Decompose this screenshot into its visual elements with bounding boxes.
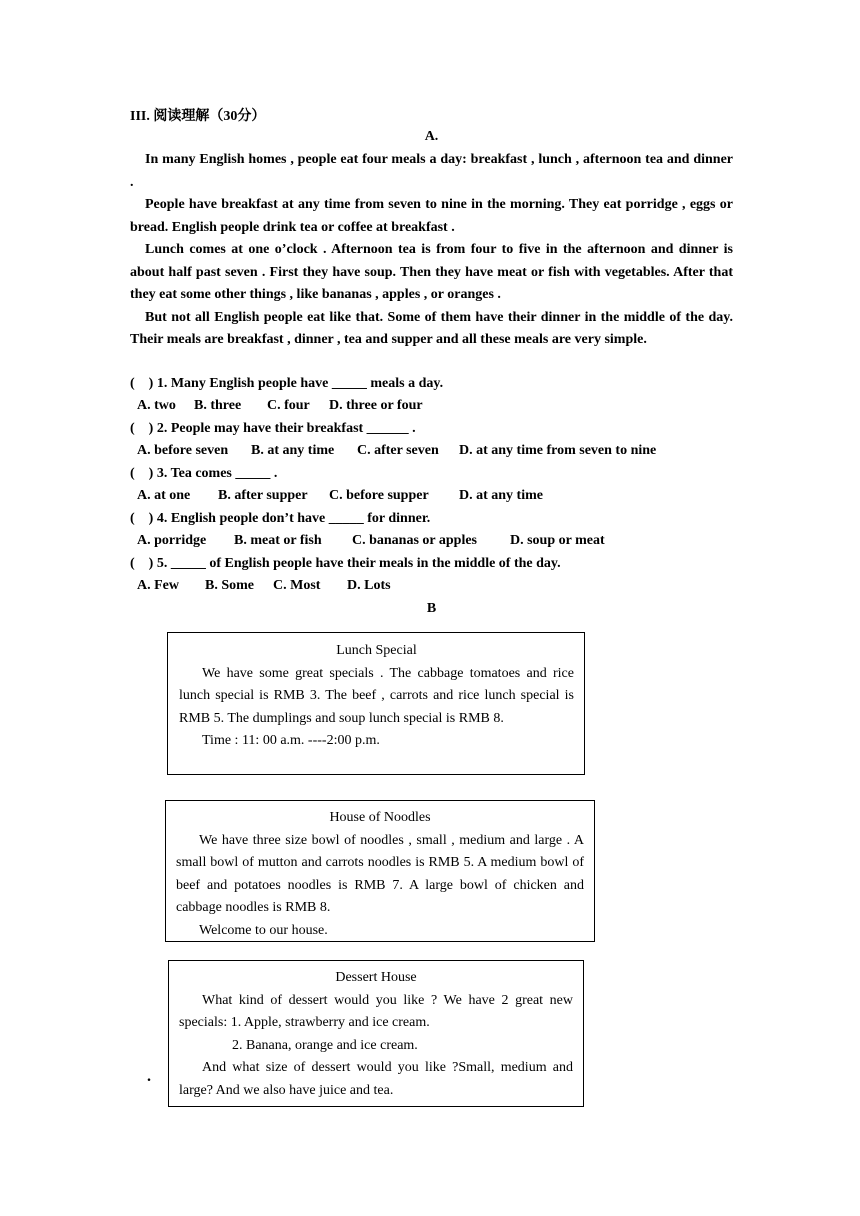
passage-b-label: B bbox=[426, 601, 437, 616]
question-3 bbox=[130, 466, 277, 482]
ad-title: Lunch Special bbox=[336, 643, 417, 658]
answer-blank[interactable]: ( ) bbox=[130, 511, 154, 526]
option-a: A. at one bbox=[137, 488, 191, 503]
question-2-options bbox=[137, 443, 656, 459]
ad-title: Dessert House bbox=[335, 970, 417, 985]
option-d: D. soup or meat bbox=[510, 533, 605, 548]
option-c: C. before supper bbox=[329, 488, 429, 503]
answer-blank[interactable]: ( ) bbox=[130, 556, 154, 571]
ad-welcome: Welcome to our house. bbox=[199, 922, 328, 938]
ad-title: House of Noodles bbox=[329, 810, 431, 825]
ad-description: What kind of dessert would you like ? We have 2 great new specials: 1. Apple, strawberry and ice cream. bbox=[179, 992, 573, 1030]
option-d: D. at any time from seven to nine bbox=[459, 443, 657, 458]
option-b: B. at any time bbox=[251, 443, 335, 458]
question-4 bbox=[130, 511, 430, 527]
answer-blank[interactable]: ( ) bbox=[130, 466, 154, 481]
option-c: C. bananas or apples bbox=[352, 533, 478, 548]
option-a: A. Few bbox=[137, 578, 179, 593]
question-2 bbox=[130, 421, 416, 437]
ad-description: We have three size bowl of noodles , small , medium and large . A small bowl of mutton and carrots noodles is RMB 5. A medium bowl of beef and potatoes noodles is RMB 7. A large bowl of chicken and cabbage noodles is RMB 8. bbox=[176, 832, 584, 915]
ad-special-2: 2. Banana, orange and ice cream. bbox=[232, 1037, 418, 1053]
option-a: A. porridge bbox=[137, 533, 207, 548]
option-a: A. before seven bbox=[137, 443, 229, 458]
question-1-options bbox=[137, 398, 423, 414]
ad-body bbox=[179, 663, 574, 753]
option-b: B. after supper bbox=[218, 488, 308, 503]
option-d: D. Lots bbox=[347, 578, 391, 593]
ad-description: We have some great specials . The cabbage tomatoes and rice lunch special is RMB 3. The beef , carrots and rice lunch special is RMB 5. The dumplings and soup lunch special is RMB 8. bbox=[179, 665, 574, 726]
question-text: 1. Many English people have _____ meals a day. bbox=[156, 376, 444, 391]
passage-a-paragraph-2: People have breakfast at any time from seven to nine in the morning. They eat porridge , eggs or bread. English people drink tea or coffee at breakfast . bbox=[130, 197, 733, 235]
section-heading: III. 阅读理解（30分） bbox=[130, 109, 266, 124]
ad-time: Time : 11: 00 a.m. ----2:00 p.m. bbox=[202, 733, 380, 748]
question-5 bbox=[130, 556, 561, 572]
option-c: C. Most bbox=[273, 578, 321, 593]
ad-body bbox=[176, 830, 584, 943]
house-of-noodles-ad bbox=[165, 800, 595, 942]
question-text: 3. Tea comes _____ . bbox=[156, 466, 278, 481]
passage-a-paragraph-1: In many English homes , people eat four meals a day: breakfast , lunch , afternoon tea and dinner . bbox=[130, 152, 733, 190]
stray-dot: . bbox=[147, 1068, 151, 1085]
option-d: D. three or four bbox=[329, 398, 423, 413]
option-c: C. four bbox=[267, 398, 310, 413]
option-a: A. two bbox=[137, 398, 176, 413]
passage-a-text bbox=[130, 149, 733, 352]
lunch-special-ad bbox=[167, 632, 585, 775]
question-3-options bbox=[137, 488, 543, 504]
ad-body bbox=[179, 990, 573, 1103]
option-c: C. after seven bbox=[357, 443, 439, 458]
question-text: 2. People may have their breakfast ______ . bbox=[156, 421, 416, 436]
option-b: B. Some bbox=[205, 578, 254, 593]
passage-a-paragraph-4: But not all English people eat like that. Some of them have their dinner in the middle of the day. Their meals are breakfast , dinner , tea and supper and all these meals are very simple. bbox=[130, 309, 733, 347]
passage-a-label: A. bbox=[424, 129, 439, 144]
answer-blank[interactable]: ( ) bbox=[130, 421, 154, 436]
ad-sizes: And what size of dessert would you like ?Small, medium and large? And we also have juice and tea. bbox=[179, 1060, 573, 1098]
answer-blank[interactable]: ( ) bbox=[130, 376, 154, 391]
dessert-house-ad bbox=[168, 960, 584, 1107]
option-d: D. at any time bbox=[459, 488, 543, 503]
question-text: 5. _____ of English people have their meals in the middle of the day. bbox=[156, 556, 561, 571]
question-text: 4. English people don’t have _____ for dinner. bbox=[156, 511, 431, 526]
option-b: B. three bbox=[194, 398, 242, 413]
passage-a-paragraph-3: Lunch comes at one o’clock . Afternoon tea is from four to five in the afternoon and dinner is about half past seven . First they have soup. Then they have meat or fish with vegetables. After that they eat some other things , like bananas , apples , or oranges . bbox=[130, 242, 733, 302]
option-b: B. meat or fish bbox=[234, 533, 322, 548]
question-1 bbox=[130, 376, 443, 392]
question-4-options bbox=[137, 533, 605, 549]
question-5-options bbox=[137, 578, 391, 594]
